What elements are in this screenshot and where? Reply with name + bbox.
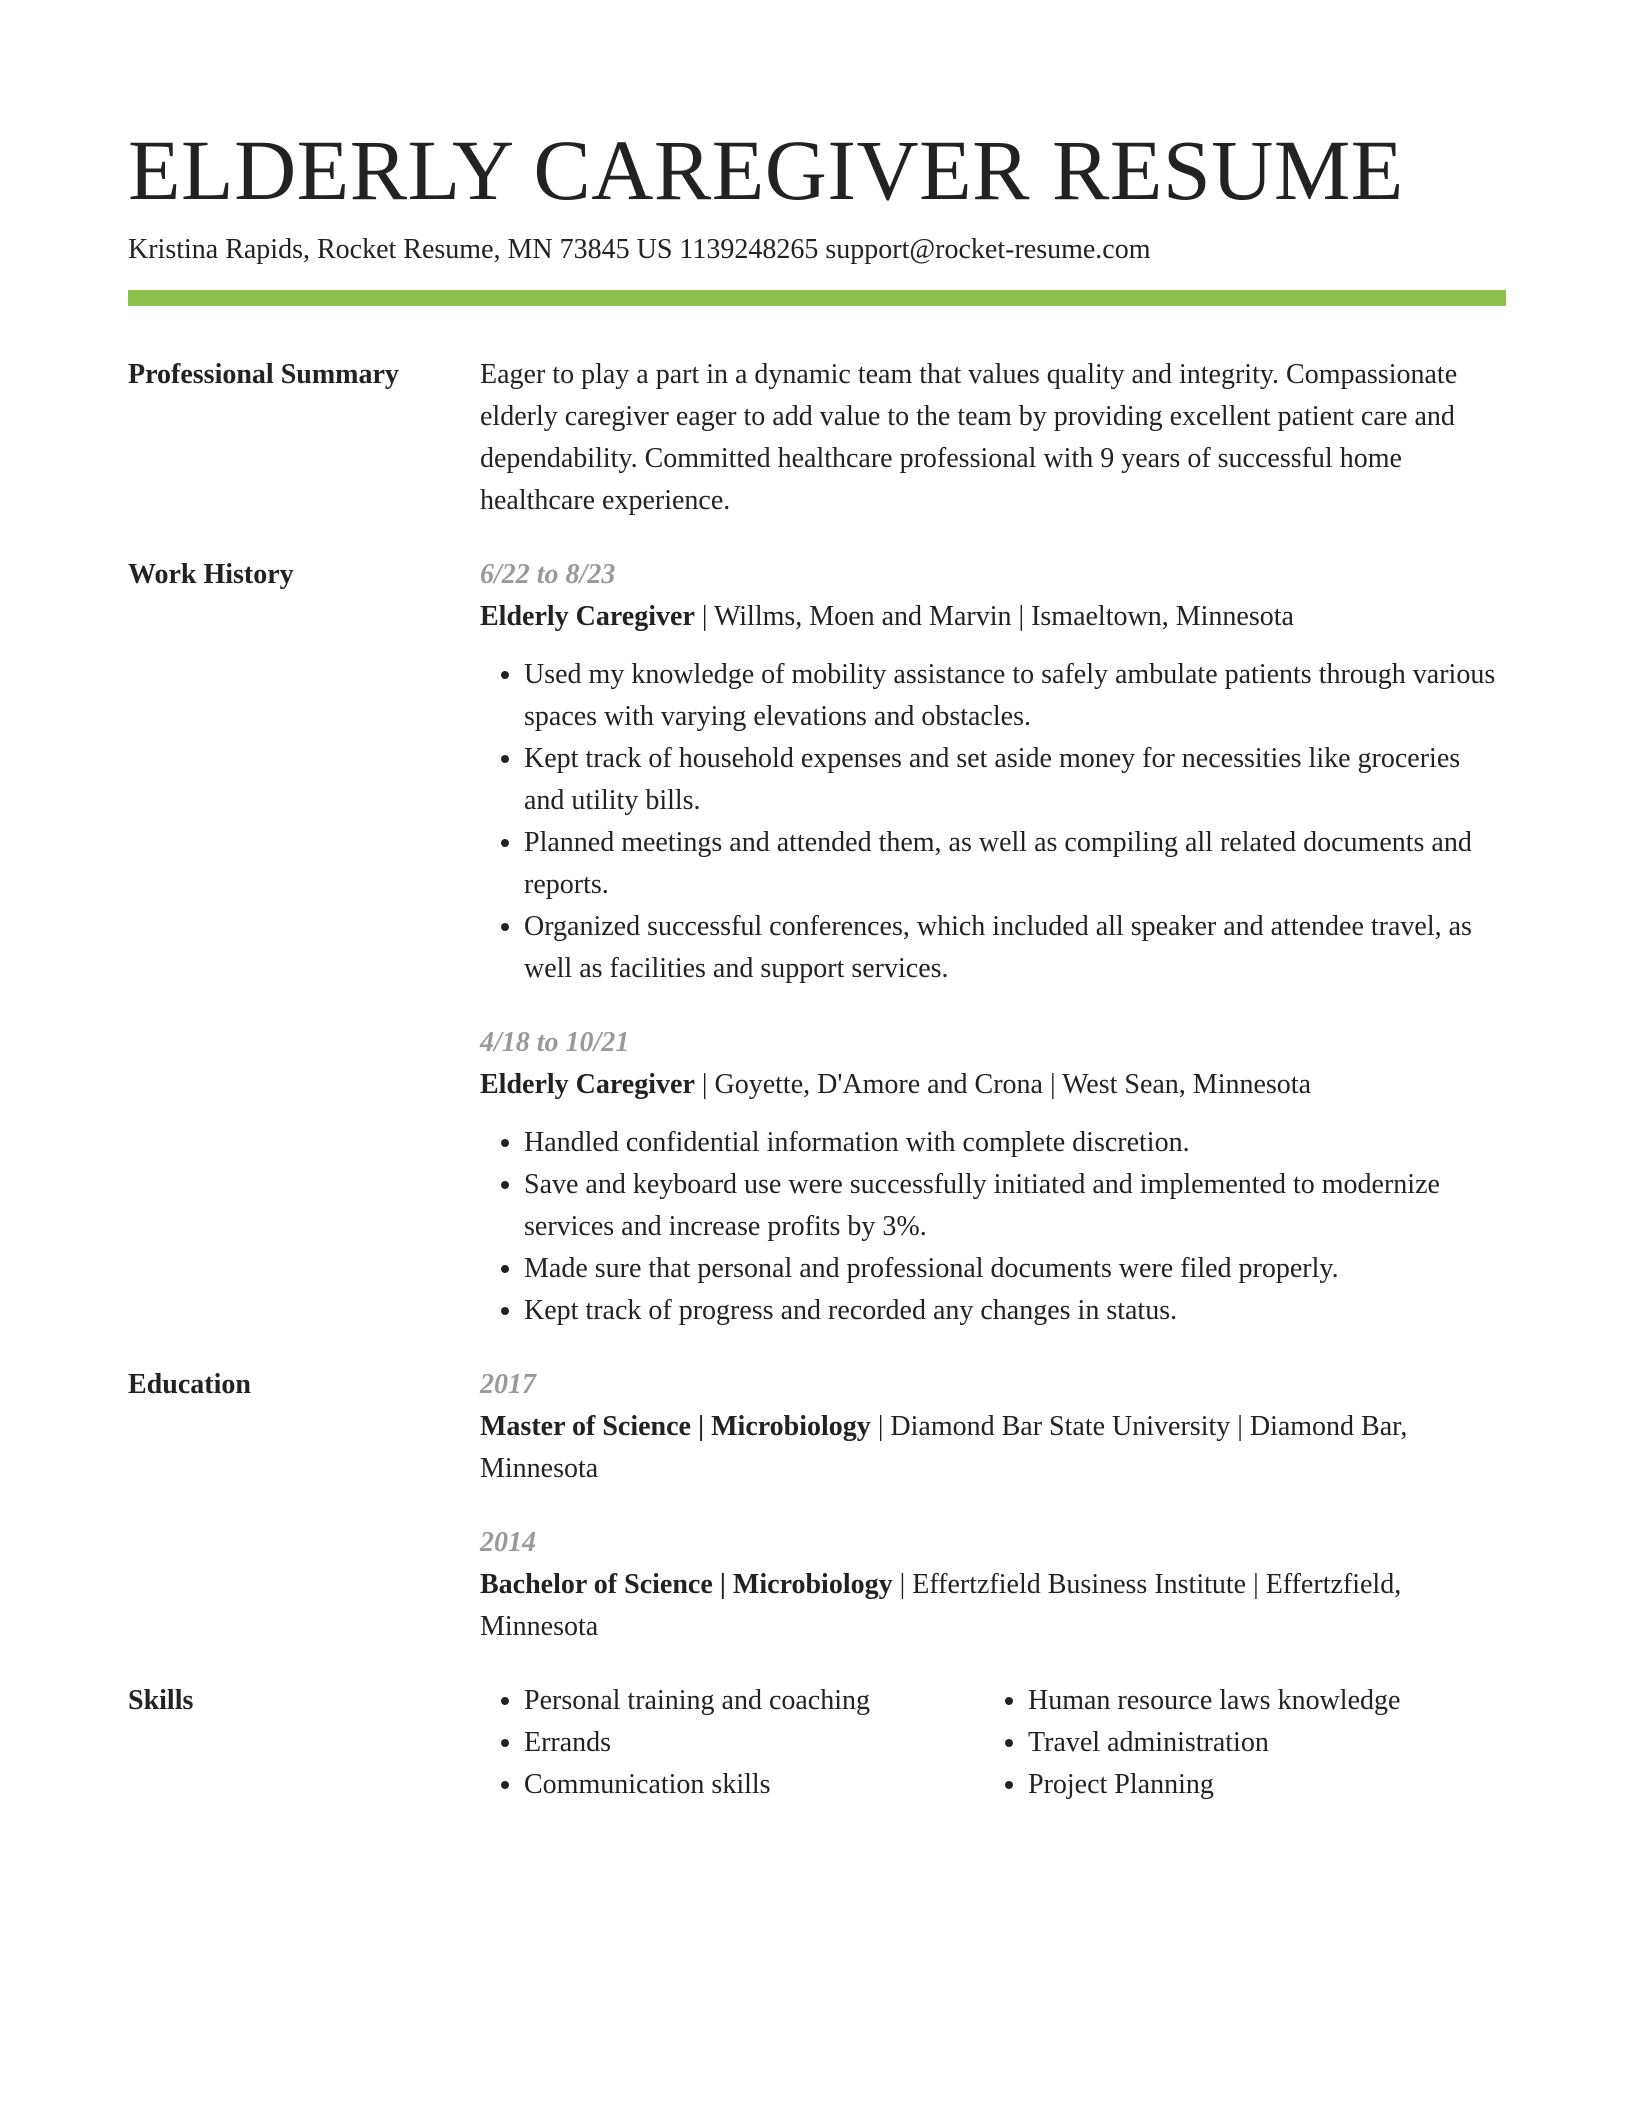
job-entry — [480, 554, 1506, 990]
resume-title: ELDERLY CAREGIVER RESUME — [128, 122, 1404, 218]
education-details: | Diamond Bar State University | Diamond Bar, Minnesota — [480, 1411, 1408, 1484]
job-bullets — [480, 654, 1506, 990]
header-divider — [128, 290, 1506, 306]
degree-title: Master of Science | Microbiology — [480, 1411, 871, 1442]
skills-list-left — [480, 1680, 984, 1806]
education-heading — [480, 1564, 1506, 1648]
job-heading — [480, 596, 1506, 638]
job-title: Elderly Caregiver — [480, 601, 695, 632]
skills-columns — [480, 1680, 1506, 1806]
section-label: Professional Summary — [128, 359, 399, 390]
job-title: Elderly Caregiver — [480, 1069, 695, 1100]
job-bullets — [480, 1122, 1506, 1332]
education-entry — [480, 1364, 1506, 1490]
section-work-history — [128, 554, 1506, 1332]
job-dates: 4/18 to 10/21 — [480, 1027, 630, 1058]
education-year: 2014 — [480, 1527, 536, 1558]
education-entry — [480, 1522, 1506, 1648]
list-item: • Project Planning — [1028, 1764, 1506, 1806]
summary-text: Eager to play a part in a dynamic team that values quality and integrity. Compassionate elderly caregiver eager to add value to the team by providing excellent patient care and dependability. Committed healthcare professional with 9 years of successful home healthcare experience. — [480, 359, 1458, 516]
degree-title: Bachelor of Science | Microbiology — [480, 1569, 893, 1600]
job-details: | Goyette, D'Amore and Crona | West Sean, Minnesota — [694, 1069, 1312, 1100]
list-item: • Errands — [524, 1722, 984, 1764]
list-item: • Handled confidential information with complete discretion. — [524, 1122, 1506, 1164]
job-details: | Willms, Moen and Marvin | Ismaeltown, Minnesota — [694, 601, 1294, 632]
list-item: • Made sure that personal and professional documents were filed properly. — [524, 1248, 1506, 1290]
list-item: • Organized successful conferences, which included all speaker and attendee travel, as well as facilities and support services. — [524, 906, 1506, 990]
education-heading — [480, 1406, 1506, 1490]
list-item: • Planned meetings and attended them, as well as compiling all related documents and reports. — [524, 822, 1506, 906]
list-item: • Kept track of household expenses and set aside money for necessities like groceries and utility bills. — [524, 738, 1506, 822]
list-item: • Save and keyboard use were successfully initiated and implemented to modernize services and increase profits by 3%. — [524, 1164, 1506, 1248]
list-item: • Personal training and coaching — [524, 1680, 984, 1722]
section-professional-summary — [128, 354, 1506, 522]
education-year: 2017 — [480, 1369, 536, 1400]
section-label: Work History — [128, 559, 294, 590]
resume-page — [128, 120, 1506, 1806]
job-entry — [480, 1022, 1506, 1332]
job-dates: 6/22 to 8/23 — [480, 559, 616, 590]
list-item: • Travel administration — [1028, 1722, 1506, 1764]
section-skills — [128, 1680, 1506, 1806]
section-label: Education — [128, 1369, 251, 1400]
section-education — [128, 1364, 1506, 1648]
contact-line: Kristina Rapids, Rocket Resume, MN 73845 US 1139248265 support@rocket-resume.com — [128, 234, 1151, 265]
skills-list-right — [984, 1680, 1506, 1806]
job-heading — [480, 1064, 1506, 1106]
education-details: | Effertzfield Business Institute | Effertzfield, Minnesota — [480, 1569, 1402, 1642]
list-item: • Kept track of progress and recorded any changes in status. — [524, 1290, 1506, 1332]
list-item: • Human resource laws knowledge — [1028, 1680, 1506, 1722]
list-item: • Used my knowledge of mobility assistance to safely ambulate patients through various spaces with varying elevations and obstacles. — [524, 654, 1506, 738]
list-item: • Communication skills — [524, 1764, 984, 1806]
section-label: Skills — [128, 1685, 194, 1716]
